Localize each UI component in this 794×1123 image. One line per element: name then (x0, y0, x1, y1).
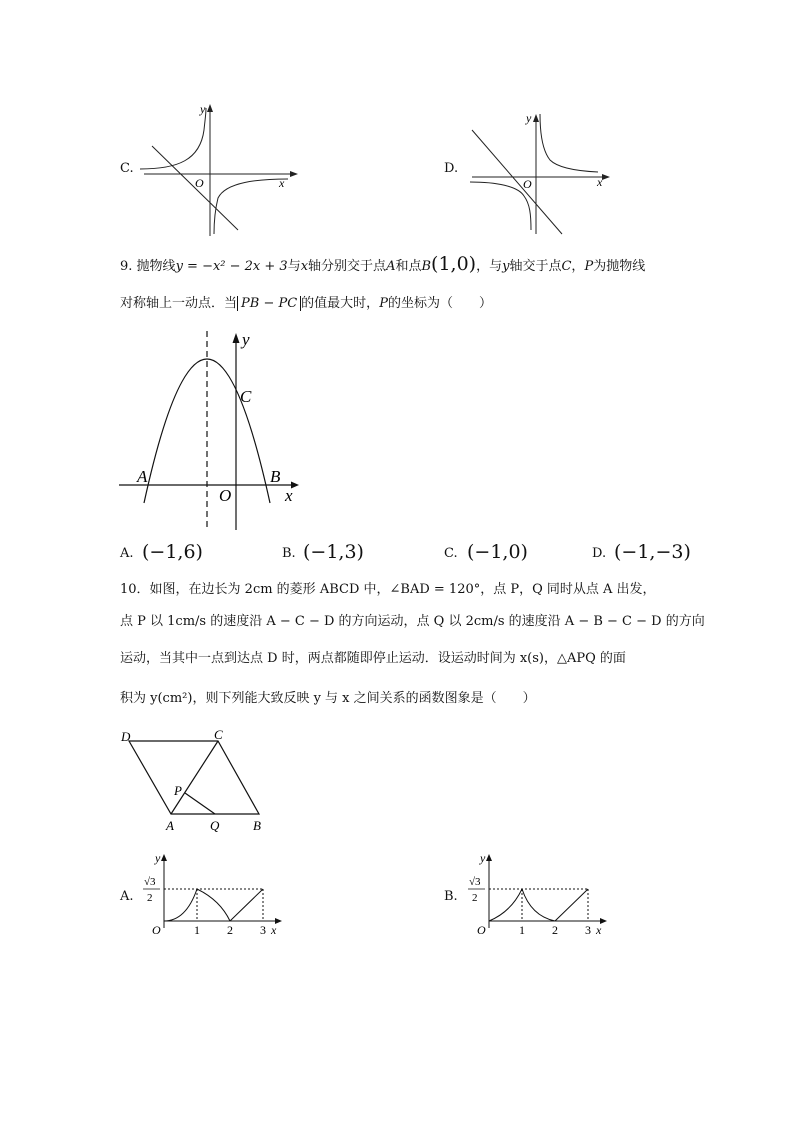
y-axis-label: y (526, 111, 532, 125)
option-b-graph (463, 848, 613, 940)
point-a-label: A (166, 818, 174, 833)
text: 为抛物线 (593, 259, 646, 274)
point-c: C (561, 259, 572, 274)
text: 轴分别交于点 (308, 259, 387, 274)
sqrt3-numerator: √3 (469, 876, 481, 888)
option-c-graph (138, 100, 308, 240)
denominator: 2 (147, 892, 153, 904)
q10-line3: 运动，当其中一点到达点 D 时，两点都随即停止运动．设运动时间为 x(s)，△APQ 的面 (120, 651, 626, 666)
text: 的值最大时， (301, 296, 380, 311)
text: ，与 (476, 259, 503, 274)
point-c-label: C (214, 727, 223, 742)
point-b-label: B (253, 818, 261, 833)
x-axis-label: x (271, 923, 277, 937)
tick-label: 3 (260, 923, 266, 937)
q9-line1 (120, 255, 645, 276)
point-b: B (421, 259, 432, 274)
point-a: A (386, 259, 396, 274)
option-c-label: C. (120, 161, 134, 176)
q10-line1: 10．如图，在边长为 2cm 的菱形 ABCD 中，∠BAD = 120°，点 P，Q 同时从点 A 出发， (120, 582, 656, 597)
y-axis-label: y (242, 330, 250, 349)
origin-label: O (195, 176, 204, 190)
question-number: 9. (120, 259, 133, 274)
denominator: 2 (472, 892, 478, 904)
x-axis-label: x (597, 175, 603, 189)
option-b-value: (−1,3) (303, 541, 364, 563)
x-axis-label: x (285, 486, 293, 505)
text: 的坐标为（ ） (387, 296, 492, 311)
option-d-label: D. (592, 546, 607, 561)
x-axis-label: x (279, 176, 285, 190)
text: 抛物线 (136, 259, 176, 274)
q9-line2 (120, 295, 492, 313)
text: 对称轴上一动点．当 (120, 296, 238, 311)
parabola-graph (115, 325, 315, 535)
option-d-value: (−1,−3) (614, 541, 691, 563)
var-x: x (300, 259, 309, 274)
text: ， (571, 259, 585, 274)
point-q-label: Q (210, 818, 220, 833)
point-p: P (379, 296, 388, 311)
option-c-label: C. (444, 546, 458, 561)
point-d-label: D (121, 729, 131, 744)
q9-options (120, 540, 691, 566)
point-p: P (584, 259, 594, 274)
tick-label: 1 (194, 923, 200, 937)
y-axis-label: y (155, 851, 161, 865)
text: 和点 (395, 259, 422, 274)
point-c-label: C (240, 387, 252, 406)
tick-label: 1 (519, 923, 525, 937)
option-a-graph (138, 848, 288, 940)
q10-line2: 点 P 以 1cm/s 的速度沿 A − C − D 的方向运动，点 Q 以 2cm/s 的速度沿 A − B − C − D 的方向 (120, 614, 705, 629)
y-axis-label: y (480, 851, 486, 865)
q10-line4: 积为 y(cm²)，则下列能大致反映 y 与 x 之间关系的函数图象是（ ） (120, 691, 536, 706)
origin-label: O (219, 486, 232, 505)
text: 与 (287, 259, 301, 274)
option-d-label: D. (444, 161, 459, 176)
option-d-graph (466, 100, 616, 240)
x-axis-label: x (596, 923, 602, 937)
point-p-label: P (174, 783, 182, 798)
tick-label: 2 (552, 923, 558, 937)
text: 轴交于点 (509, 259, 562, 274)
tick-label: 2 (227, 923, 233, 937)
tick-label: 3 (585, 923, 591, 937)
option-a-label: A. (120, 546, 134, 561)
y-axis-label: y (200, 102, 206, 116)
sqrt3-numerator: √3 (144, 876, 156, 888)
absolute-value-expression: PB − PC (237, 296, 301, 311)
origin-label: O (523, 177, 532, 191)
option-b-label: B. (282, 546, 296, 561)
point-b-coordinate: (1,0) (431, 253, 477, 275)
origin-label: O (477, 923, 486, 937)
var-y: y (502, 259, 510, 274)
point-b-label: B (270, 467, 281, 486)
rhombus-figure (115, 725, 275, 840)
origin-label: O (152, 923, 161, 937)
option-c-value: (−1,0) (467, 541, 528, 563)
formula: y = −x² − 2x + 3 (175, 259, 288, 274)
option-a-label: A. (120, 889, 134, 904)
point-a-label: A (137, 467, 148, 486)
option-a-value: (−1,6) (142, 541, 203, 563)
option-b-label: B. (444, 889, 458, 904)
